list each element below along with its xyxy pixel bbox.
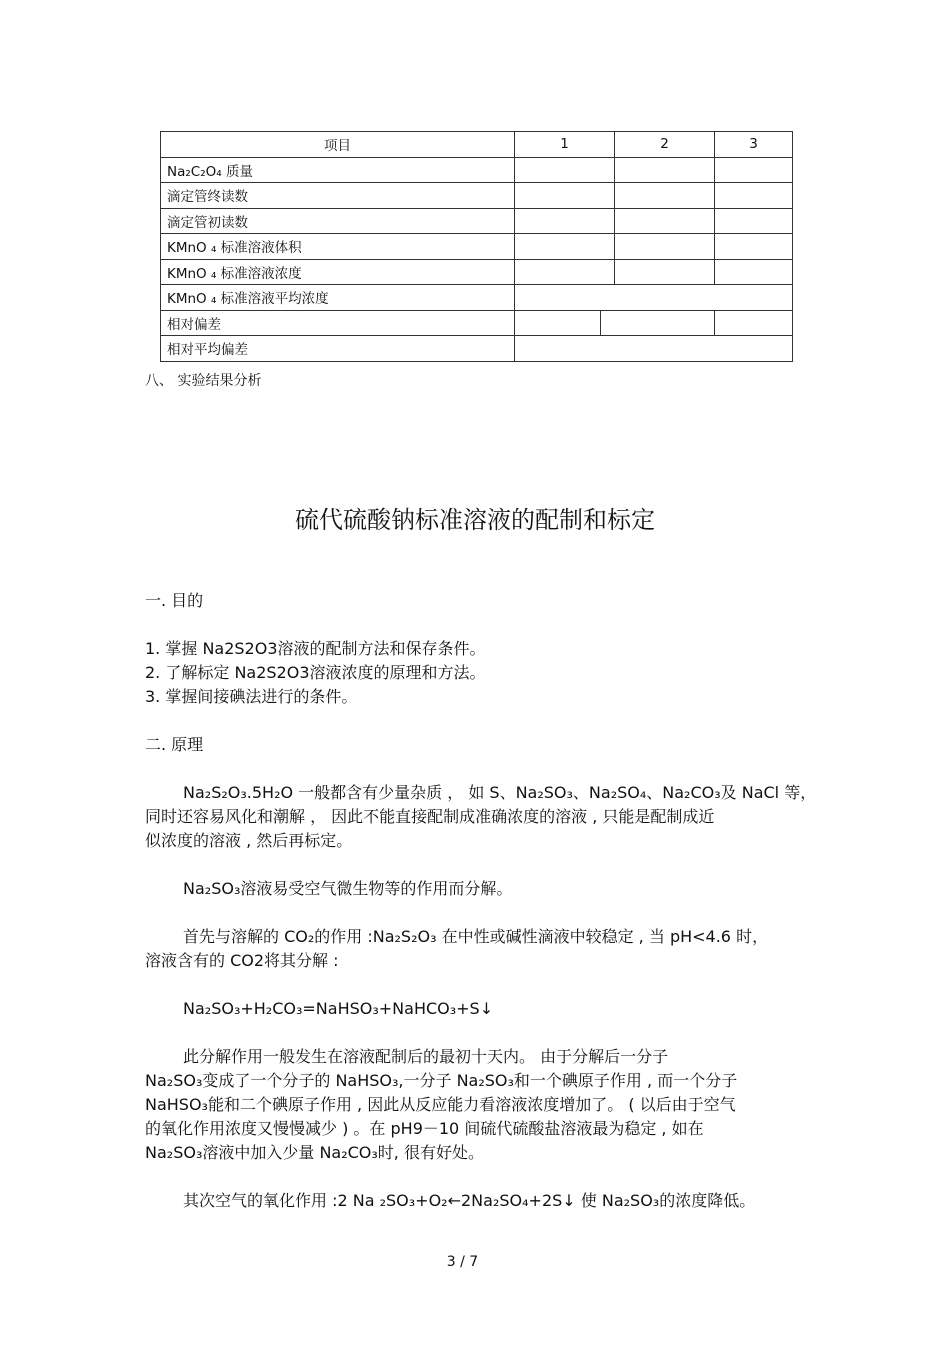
document-title: 硫代硫酸钠标准溶液的配制和标定	[295, 506, 655, 534]
principle-p4-line-5: Na₂SO₃溶液中加入少量 Na₂CO₃时, 很有好处。	[145, 1143, 484, 1162]
table-cell	[515, 259, 615, 285]
table-row	[161, 285, 793, 311]
principle-p5: 其次空气的氧化作用 :2 Na ₂SO₃+O₂←2Na₂SO₄+2S↓ 使 Na₂SO₃的浓度降低。	[183, 1191, 756, 1210]
results-table	[160, 131, 793, 362]
table-row	[161, 234, 793, 260]
table-row	[161, 208, 793, 234]
table-cell	[601, 310, 715, 336]
purpose-item-1: 1. 掌握 Na2S2O3溶液的配制方法和保存条件。	[145, 639, 486, 658]
table-cell	[515, 208, 615, 234]
principle-p3-line-2: 溶液含有的 CO2将其分解 :	[145, 951, 339, 970]
row-label: Na₂C₂O₄ 质量	[161, 157, 515, 183]
principle-p4-line-1: 此分解作用一般发生在溶液配制后的最初十天内。 由于分解后一分子	[183, 1047, 669, 1066]
principle-p3-line-1: 首先与溶解的 CO₂的作用 :Na₂S₂O₃ 在中性或碱性滴液中较稳定 , 当 pH<4.6 时，	[183, 927, 769, 946]
row-label: 滴定管终读数	[161, 183, 515, 209]
row-label: KMnO ₄ 标准溶液体积	[161, 234, 515, 260]
table-cell	[715, 157, 793, 183]
table-cell-merged	[515, 285, 793, 311]
table-cell	[615, 234, 715, 260]
header-trial-1: 1	[515, 132, 615, 158]
table-cell	[615, 183, 715, 209]
purpose-item-2: 2. 了解标定 Na2S2O3溶液浓度的原理和方法。	[145, 663, 486, 682]
table-cell	[715, 183, 793, 209]
row-label: 相对偏差	[161, 310, 515, 336]
table-cell	[615, 208, 715, 234]
table-cell	[715, 259, 793, 285]
table-cell	[515, 157, 615, 183]
principle-p4-line-4: 的氧化作用浓度又慢慢减少 ) 。在 pH9－10 间硫代硫酸盐溶液最为稳定 , 如在	[145, 1119, 704, 1138]
section-8-heading: 八、 实验结果分析	[145, 373, 262, 389]
table-cell	[715, 234, 793, 260]
table-row	[161, 310, 793, 336]
row-label: KMnO ₄ 标准溶液浓度	[161, 259, 515, 285]
table-header-row	[161, 132, 793, 158]
purpose-item-3: 3. 掌握间接碘法进行的条件。	[145, 687, 358, 706]
principle-p1-line-2: 同时还容易风化和潮解 ， 因此不能直接配制成准确浓度的溶液 , 只能是配制成近	[145, 807, 715, 826]
header-trial-2: 2	[615, 132, 715, 158]
table-cell	[615, 157, 715, 183]
table-row	[161, 259, 793, 285]
table-cell	[715, 310, 793, 336]
table-cell	[515, 183, 615, 209]
decomposition-equation: Na₂SO₃+H₂CO₃=NaHSO₃+NaHCO₃+S↓	[183, 999, 494, 1018]
row-label: 滴定管初读数	[161, 208, 515, 234]
table-row	[161, 157, 793, 183]
principle-p4-line-2: Na₂SO₃变成了一个分子的 NaHSO₃,一分子 Na₂SO₃和一个碘原子作用 , 而一个分子	[145, 1071, 738, 1090]
table-row	[161, 183, 793, 209]
table-cell	[515, 234, 615, 260]
principle-p4-line-3: NaHSO₃能和二个碘原子作用 , 因此从反应能力看溶液浓度增加了。 ( 以后由于空气	[145, 1095, 736, 1114]
principle-p1-line-3: 似浓度的溶液 , 然后再标定。	[145, 831, 353, 850]
page-number: 3 / 7	[446, 1254, 479, 1270]
table-cell	[615, 259, 715, 285]
table-cell	[715, 208, 793, 234]
principle-heading: 二. 原理	[145, 735, 204, 754]
row-label: 相对平均偏差	[161, 336, 515, 362]
table-row	[161, 336, 793, 362]
principle-p2: Na₂SO₃溶液易受空气微生物等的作用而分解。	[183, 879, 513, 898]
header-item: 项目	[161, 132, 515, 158]
purpose-heading: 一. 目的	[145, 591, 204, 610]
principle-p1-line-1: Na₂S₂O₃.5H₂O 一般都含有少量杂质 ， 如 S、Na₂SO₃、Na₂SO₄、Na₂CO₃及 NaCl 等，	[183, 783, 817, 802]
header-trial-3: 3	[715, 132, 793, 158]
row-label: KMnO ₄ 标准溶液平均浓度	[161, 285, 515, 311]
table-cell	[515, 310, 601, 336]
table-cell-merged	[515, 336, 793, 362]
